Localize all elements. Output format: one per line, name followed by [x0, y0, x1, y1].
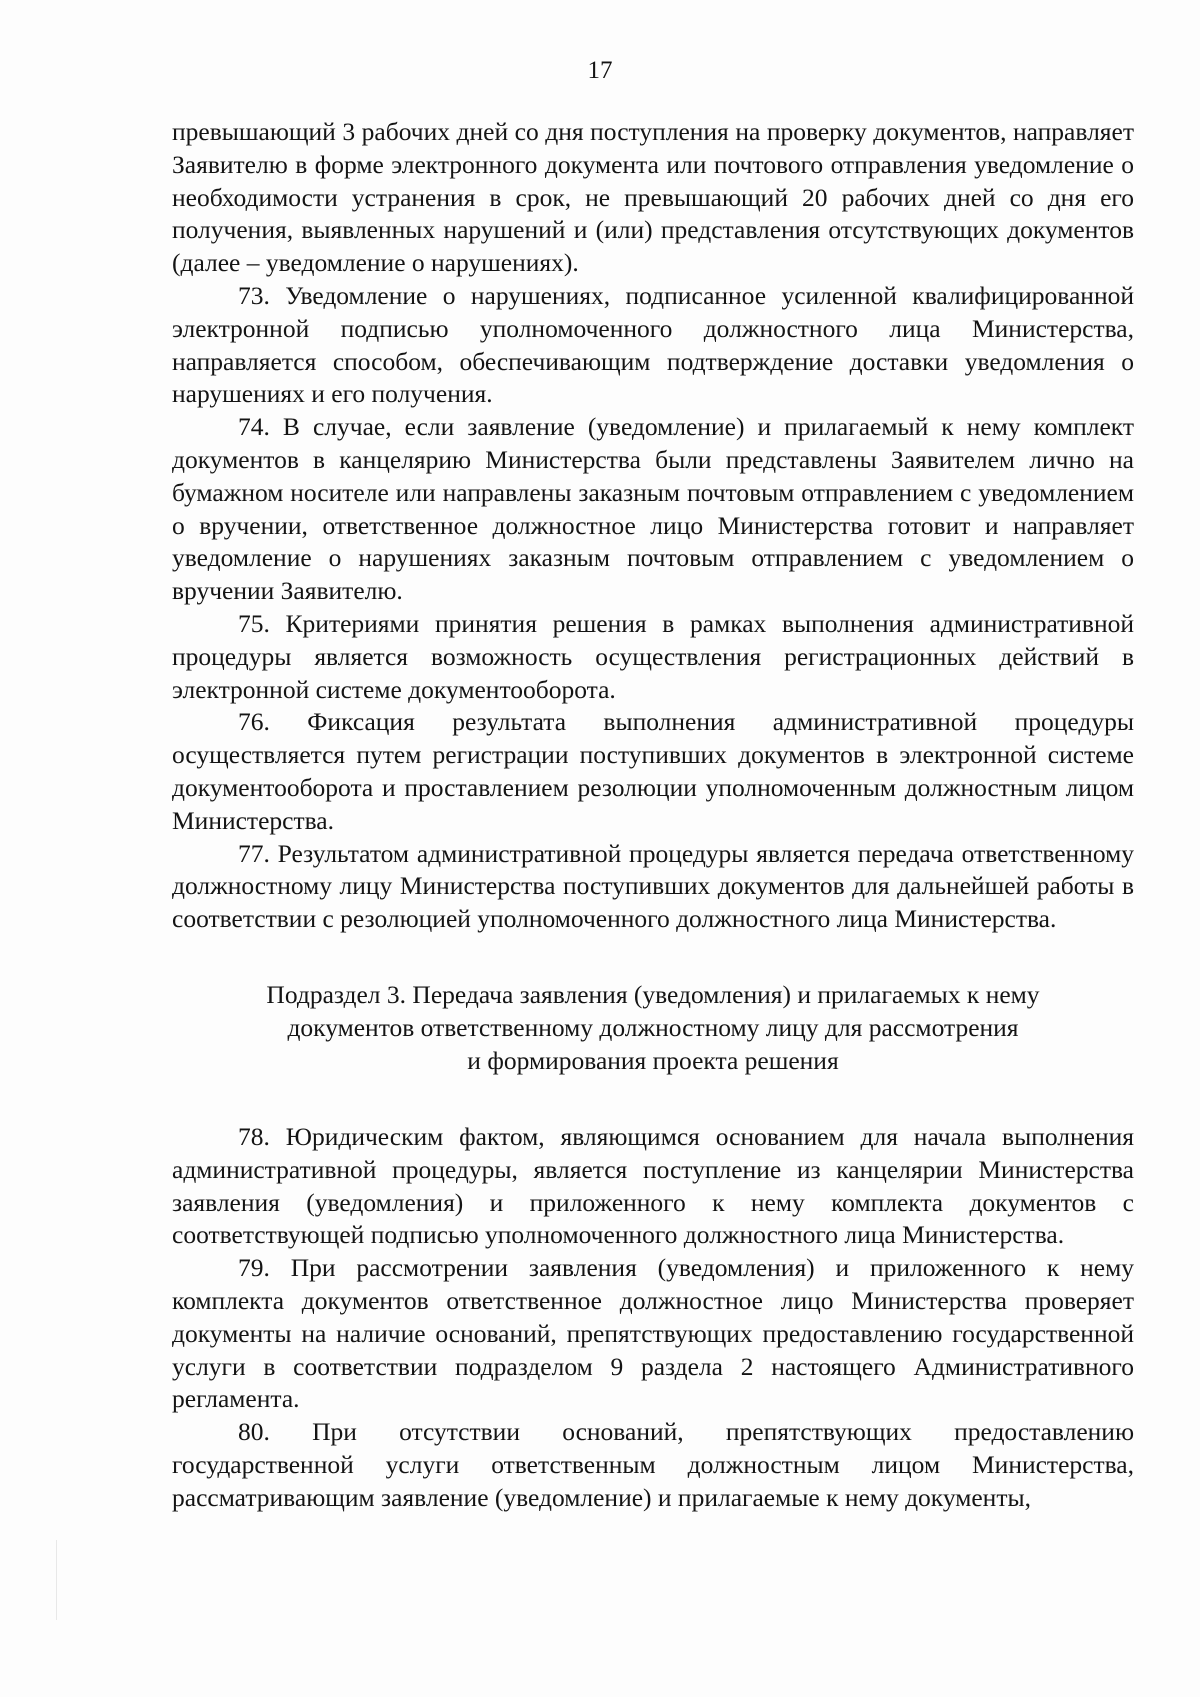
- paragraph-75: 75. Критериями принятия решения в рамках выполнения административной процедуры является возможность осуществления регистрационных действий в электронной системе документооборота.: [172, 608, 1134, 704]
- subsection-heading: [172, 978, 1134, 1077]
- paragraph-80: 80. При отсутствии оснований, препятствующих предоставлению государственной услуги ответственным должностным лицом Министерства, рассматривающим заявление (уведомление) и прилагаемые к нему документы,: [172, 1417, 1134, 1512]
- paragraph-73: 73. Уведомление о нарушениях, подписанное усиленной квалифицированной электронной подписью уполномоченного должностного лица Министерства, направляется способом, обеспечивающим подтверждение доставки уведомления о нарушениях и его получения.: [172, 280, 1134, 409]
- subsection-heading-line: документов ответственному должностному лицу для рассмотрения: [287, 1012, 1019, 1042]
- subsection-heading-line: и формирования проекта решения: [467, 1045, 839, 1075]
- paragraph-continuation: превышающий 3 рабочих дней со дня поступления на проверку документов, направляет Заявителю в форме электронного документа или почтового отправления уведомление о необходимости устранения в срок, не превышающий 20 рабочих дней со дня его получения, выявленных нарушений и (или) представления отсутствующих документов (далее – уведомление о нарушениях).: [172, 117, 1134, 278]
- scan-margin-mark: [56, 1540, 57, 1620]
- paragraph-77: 77. Результатом административной процедуры является передача ответственному должностному лицу Министерства поступивших документов для дальнейшей работы в соответствии с резолюцией уполномоченного должностного лица Министерства.: [172, 838, 1134, 934]
- subsection-heading-line: Подраздел 3. Передача заявления (уведомления) и прилагаемых к нему: [266, 979, 1040, 1009]
- paragraph-76: 76. Фиксация результата выполнения административной процедуры осуществляется путем регистрации поступивших документов в электронной системе документооборота и проставлением резолюции уполномоченным должностным лицом Министерства.: [172, 707, 1134, 835]
- paragraph-74: 74. В случае, если заявление (уведомление) и прилагаемый к нему комплект документов в канцелярию Министерства были представлены Заявителем лично на бумажном носителе или направлены заказным почтовым отправлением с уведомлением о вручении, ответственное должностное лицо Министерства готовит и направляет уведомление о нарушениях заказным почтовым отправлением с уведомлением о вручении Заявителю.: [172, 412, 1134, 606]
- paragraph-79: 79. При рассмотрении заявления (уведомления) и приложенного к нему комплекта документов ответственное должностное лицо Министерства проверяет документы на наличие оснований, препятствующих предоставлению государственной услуги в соответствии подразделом 9 раздела 2 настоящего Административного регламента.: [172, 1253, 1134, 1414]
- paragraph-78: 78. Юридическим фактом, являющимся основанием для начала выполнения административной процедуры, является поступление из канцелярии Министерства заявления (уведомления) и приложенного к нему комплекта документов с соответствующей подписью уполномоченного должностного лица Министерства.: [172, 1121, 1134, 1250]
- document-body: [172, 116, 1134, 1514]
- page-number: 17: [587, 57, 613, 84]
